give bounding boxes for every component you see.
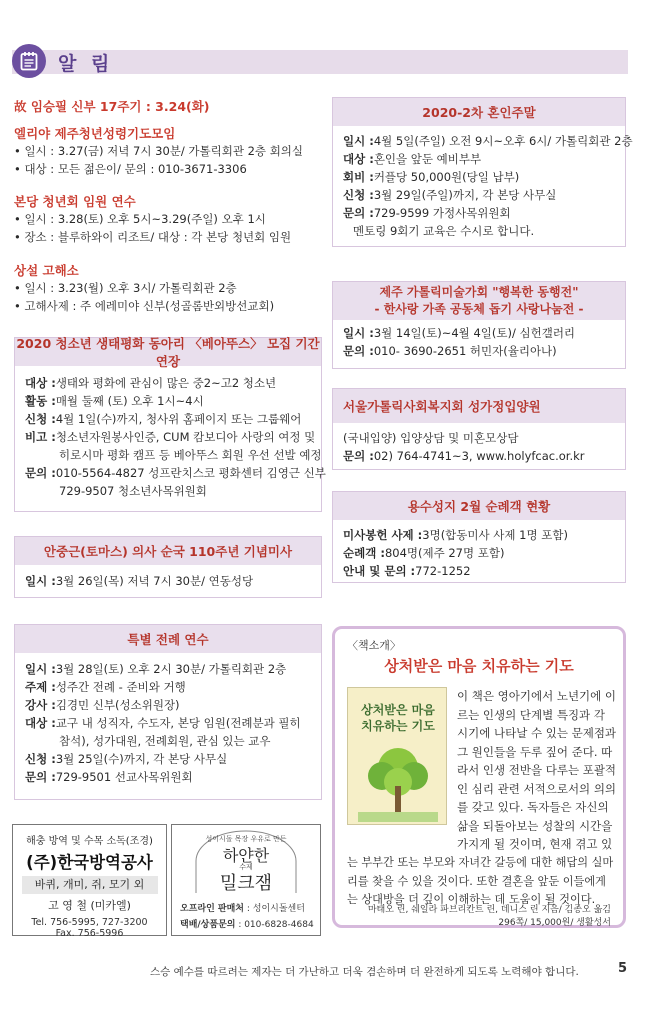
ecology-row: 비고 : 청소년자원봉사인증, CUM 캄보디아 사랑의 여정 및 — [25, 430, 316, 444]
art-box — [332, 281, 626, 369]
liturgy-row: 참석), 성가대원, 전례회원, 관심 있는 교우 — [59, 734, 271, 748]
book-tag: 〈책소개〉 — [347, 639, 401, 652]
liturgy-row: 일시 : 3월 28일(토) 오후 2시 30분/ 가톨릭회관 2층 — [25, 662, 287, 676]
milk-jam-offline: 오프라인 판매처 : 성이시돌센터 — [180, 904, 305, 914]
wedding-row: 문의 : 729-9599 가정사목위원회 — [343, 206, 511, 220]
pilgrim-row: 순례객 : 804명(제주 27명 포함) — [343, 546, 505, 560]
wedding-row: 대상 : 혼인을 앞둔 예비부부 — [343, 152, 482, 166]
wedding-row: 신청 : 3월 29일(주일)까지, 각 본당 사무실 — [343, 188, 557, 202]
book-credit: 마태오 린, 쉐일라 파브리칸트 린, 데니스 린 지음/ 김종오 옮김 296쪽/ 15,000원/ 생활성서 — [367, 905, 611, 928]
book-description: 이 책은 영아기에서 노년기에 이 르는 인생의 단계별 특징과 각 시기에 나타날 수 있는 문제점과 그 원인들을 두루 짚어 준다. 따 라서 인생 전반을 다루는 포괄적 인 심리 관련 서적으로서의 의의 를 갖고 있다. 독자들은 자신의 삶을 되돌아보는 성찰의 시간을 가지게 될 것이며, 현재 겪고 있 — [457, 689, 617, 851]
pilgrim-row: 안내 및 문의 : 772-1252 — [343, 564, 471, 578]
book-description-cont: 는 부부간 또는 부모와 자녀간 갈등에 대한 해답의 실마 리를 찾을 수 있을 것이다. 또한 결혼을 앞둔 이들에게 는 상대방을 더 깊이 이해하는 데 도움이 될 것이다. — [347, 856, 614, 906]
elijah-line-2: • 대상 : 모든 젊은이/ 문의 : 010-3671-3306 — [14, 162, 247, 176]
tree-illustration — [358, 740, 438, 822]
youth-workshop-line-1: • 일시 : 3.28(토) 오후 5시~3.29(주일) 오후 1시 — [14, 212, 266, 226]
ahn-row: 일시 : 3월 26일(목) 저녁 7시 30분/ 연동성당 — [25, 574, 254, 588]
ecology-row: 문의 : 010-5564-4827 성프란치스코 평화센터 김영근 신부 — [25, 466, 326, 480]
milk-jam-delivery: 택배/상품문의 : 010-6828-4684 — [180, 920, 314, 930]
book-cover — [347, 687, 447, 825]
liturgy-row: 신청 : 3월 25일(수)까지, 각 본당 사무실 — [25, 752, 228, 766]
liturgy-row: 문의 : 729-9501 선교사목위원회 — [25, 770, 193, 784]
page-title: 알 림 — [58, 53, 114, 75]
confession-title: 상설 고해소 — [14, 263, 79, 278]
ecology-box — [14, 336, 326, 512]
art-box-subtitle: - 한사랑 가족 공동체 돕기 사랑나눔전 - — [374, 302, 584, 316]
memorial-title: 故 임승필 신부 17주기 : 3.24(화) — [14, 99, 210, 114]
milk-jam-arc-text: 성이시돌 목장 우유로 만든 — [205, 835, 287, 843]
wedding-box — [332, 97, 633, 247]
adoption-box-title: 서울가톨릭사회복지회 성가정입양원 — [333, 389, 625, 423]
art-box-header — [333, 282, 625, 320]
pilgrim-box-title: 용수성지 2월 순례객 현황 — [333, 492, 625, 520]
wedding-box-title: 2020-2차 혼인주말 — [333, 98, 625, 126]
milk-jam-ad — [171, 824, 321, 936]
liturgy-box — [14, 624, 322, 800]
pest-ad-tel: Tel. 756-5995, 727-3200 — [31, 917, 148, 928]
wedding-row: 일시 : 4월 5일(주일) 오전 9시~오후 6시/ 가톨릭회관 2층 — [343, 134, 633, 148]
pilgrim-box — [332, 491, 626, 583]
art-row: 문의 : 010- 3690-2651 허민자(율리아나) — [343, 344, 557, 358]
ecology-box-title: 2020 청소년 생태평화 동아리 〈베아뚜스〉 모집 기간 연장 — [16, 336, 320, 369]
page-number: 5 — [618, 961, 628, 976]
milk-jam-brand2: 밀크잼 — [219, 873, 273, 894]
pest-ad-person: 고 영 철 (미카엘) — [48, 899, 131, 912]
milk-jam-brand1: 하얀한 — [222, 846, 270, 865]
art-box-title: 제주 가톨릭미술가회 "행복한 동행전" — [379, 285, 579, 299]
adoption-row: 문의 : 02) 764-4741~3, www.holyfcac.or.kr — [343, 449, 585, 463]
elijah-line-1: • 일시 : 3.27(금) 저녁 7시 30분/ 가톨릭회관 2층 회의실 — [14, 144, 304, 158]
ecology-row: 히로시마 평화 캠프 등 베아뚜스 회원 우선 선발 예정 — [59, 448, 322, 462]
wedding-row: 회비 : 커플당 50,000원(당일 납부) — [343, 170, 520, 184]
ecology-row: 729-9507 청소년사목위원회 — [59, 484, 207, 498]
pest-ad-company: (주)한국방역공사 — [26, 853, 153, 872]
liturgy-box-title: 특별 전례 연수 — [15, 625, 321, 653]
art-row: 일시 : 3월 14일(토)~4월 4일(토)/ 심헌갤러리 — [343, 326, 576, 340]
liturgy-row: 주제 : 성주간 전례 - 준비와 거행 — [25, 680, 186, 694]
pest-control-ad — [12, 824, 167, 939]
pest-ad-fax: Fax. 756-5996 — [55, 928, 124, 939]
elijah-title: 엘리야 제주청년성령기도모임 — [14, 126, 176, 141]
ecology-row: 신청 : 4월 1일(수)까지, 청사위 홈페이지 또는 그룹웨어 — [25, 412, 302, 426]
confession-line-1: • 일시 : 3.23(월) 오후 3시/ 가톨릭회관 2층 — [14, 281, 237, 295]
book-intro-box — [332, 626, 626, 928]
confession-line-2: • 고해사제 : 주 에레미야 신부(성골롬반외방선교회) — [14, 299, 275, 313]
youth-workshop-title: 본당 청년회 임원 연수 — [14, 194, 136, 209]
ecology-row: 활동 : 매월 둘째 (토) 오후 1시~4시 — [25, 394, 204, 408]
youth-workshop-line-2: • 장소 : 블루하와이 리조트/ 대상 : 각 본당 청년회 임원 — [14, 230, 292, 244]
adoption-box — [332, 388, 626, 470]
pest-ad-line1: 해충 방역 및 수목 소독(조경) — [26, 836, 153, 847]
liturgy-row: 대상 : 교구 내 성직자, 수도자, 본당 임원(전례분과 필히 — [25, 716, 301, 730]
liturgy-row: 강사 : 김경민 신부(성소위원장) — [25, 698, 180, 712]
ecology-row: 대상 : 생태와 평화에 관심이 많은 중2~고2 청소년 — [25, 376, 277, 390]
ahn-box-title: 안중근(토마스) 의사 순국 110주년 기념미사 — [15, 537, 321, 565]
notepad-icon — [12, 44, 46, 78]
pest-ad-targets: 바퀴, 개미, 쥐, 모기 외 — [22, 876, 158, 894]
pilgrim-row: 미사봉헌 사제 : 3명(합동미사 사제 1명 포함) — [343, 528, 568, 542]
book-cover-title: 상처받은 마음 치유하는 기도 — [361, 703, 435, 733]
book-title: 상처받은 마음 치유하는 기도 — [384, 657, 574, 675]
ahn-box — [14, 536, 322, 598]
milk-jam-small: 수제 — [239, 863, 253, 871]
wedding-row: 멘토링 9회기 교육은 수시로 합니다. — [353, 224, 535, 238]
adoption-row: (국내입양) 입양상담 및 미혼모상담 — [343, 431, 519, 445]
footer-quote: 스승 예수를 따르려는 제자는 더 가난하고 더욱 겸손하며 더 완전하게 되도록 노력해야 합니다. — [150, 966, 579, 978]
